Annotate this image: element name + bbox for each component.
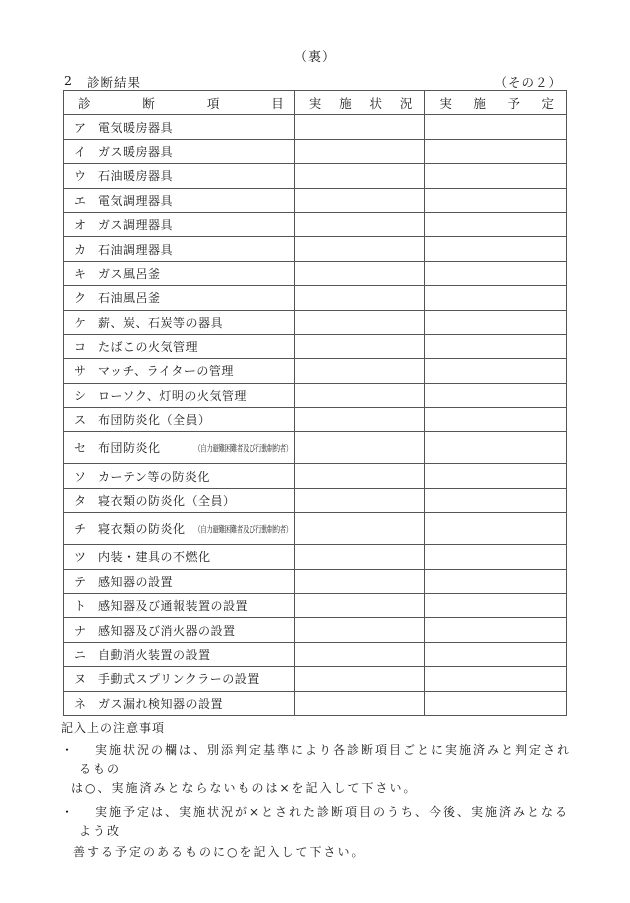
item-letter: テ	[74, 574, 87, 589]
item-letter: エ	[74, 193, 87, 208]
table-row	[64, 569, 567, 593]
item-label: 電気調理器具	[98, 193, 174, 208]
implementation-status-cell[interactable]	[294, 115, 425, 139]
item-label: ガス風呂釜	[98, 266, 161, 281]
implementation-plan-cell[interactable]	[425, 310, 567, 334]
implementation-status-cell[interactable]	[294, 642, 425, 666]
note-line: 善する予定のあるものに○を記入して下さい。	[73, 845, 366, 859]
item-letter: コ	[74, 340, 87, 355]
header-char: 実	[439, 95, 452, 111]
note-item	[61, 803, 581, 862]
item-label: 感知器の設置	[98, 574, 174, 589]
item-label: ガス漏れ検知器の設置	[98, 696, 224, 711]
implementation-plan-cell[interactable]	[425, 545, 567, 569]
item-label: 石油風呂釜	[98, 291, 161, 306]
note-line: は○、実施済みとならないものは×を記入して下さい。	[71, 781, 418, 795]
implementation-status-cell[interactable]	[294, 618, 425, 642]
bullet-icon: ・	[61, 743, 76, 757]
note-line: 実施予定は、実施状況が×とされた診断項目のうち、今後、実施済みとなるよう改	[79, 805, 570, 838]
implementation-plan-cell[interactable]	[425, 569, 567, 593]
header-char: 施	[473, 95, 486, 111]
item-label: ガス暖房器具	[98, 144, 174, 159]
diagnosis-item-cell	[64, 408, 295, 432]
item-label: 電気暖房器具	[98, 120, 174, 135]
item-letter: カ	[74, 242, 87, 257]
table-row	[64, 261, 567, 285]
item-label: 感知器及び消火器の設置	[98, 623, 236, 638]
implementation-plan-cell[interactable]	[425, 464, 567, 488]
item-label: たばこの火気管理	[98, 340, 199, 355]
diagnosis-item-cell	[64, 286, 295, 310]
implementation-status-cell[interactable]	[294, 383, 425, 407]
diagnosis-table-body	[64, 115, 567, 716]
table-row	[64, 359, 567, 383]
header-char: 定	[541, 95, 554, 111]
header-char: 況	[399, 95, 413, 111]
table-row	[64, 513, 567, 545]
item-label: 布団防炎化（全員）	[98, 413, 211, 428]
header-char: 実	[308, 95, 322, 111]
implementation-plan-cell[interactable]	[425, 115, 567, 139]
implementation-status-cell[interactable]	[294, 212, 425, 236]
implementation-plan-cell[interactable]	[425, 188, 567, 212]
diagnosis-item-cell	[64, 594, 295, 618]
diagnosis-item-cell	[64, 139, 295, 163]
implementation-plan-cell[interactable]	[425, 261, 567, 285]
item-letter: シ	[74, 388, 87, 403]
implementation-status-cell[interactable]	[294, 164, 425, 188]
table-row	[64, 115, 567, 139]
item-label: 石油暖房器具	[98, 169, 174, 184]
table-row	[64, 618, 567, 642]
item-letter: ケ	[74, 315, 87, 330]
table-row	[64, 286, 567, 310]
implementation-status-cell[interactable]	[294, 464, 425, 488]
table-row	[64, 464, 567, 488]
diagnosis-item-cell	[64, 464, 295, 488]
table-row	[64, 383, 567, 407]
table-row	[64, 545, 567, 569]
item-letter: キ	[74, 266, 87, 281]
implementation-status-cell[interactable]	[294, 286, 425, 310]
implementation-status-cell[interactable]	[294, 139, 425, 163]
diagnosis-item-cell	[64, 488, 295, 512]
item-label: 自動消火装置の設置	[98, 648, 211, 662]
table-row	[64, 212, 567, 236]
implementation-status-cell[interactable]	[294, 188, 425, 212]
diagnosis-item-cell	[64, 212, 295, 236]
diagnosis-item-cell	[64, 115, 295, 139]
section-number: 2	[64, 73, 72, 88]
implementation-plan-cell[interactable]	[425, 237, 567, 261]
item-letter: ウ	[74, 169, 87, 184]
diagnosis-item-cell	[64, 164, 295, 188]
implementation-plan-cell[interactable]	[425, 139, 567, 163]
header-diagnosis-item	[64, 91, 295, 115]
item-letter: オ	[74, 218, 87, 233]
header-char: 予	[507, 95, 520, 111]
item-letter: ツ	[74, 550, 87, 565]
diagnosis-item-cell	[64, 261, 295, 285]
item-letter: ト	[74, 599, 87, 614]
implementation-plan-cell[interactable]	[425, 408, 567, 432]
implementation-status-cell[interactable]	[294, 359, 425, 383]
implementation-status-cell[interactable]	[294, 334, 425, 358]
table-row	[64, 408, 567, 432]
item-label: カーテン等の防炎化	[98, 469, 210, 484]
item-label: 内装・建具の不燃化	[98, 550, 211, 565]
section-header	[63, 73, 566, 90]
diagnosis-item-cell	[64, 618, 295, 642]
bullet-icon: ・	[61, 805, 76, 819]
item-note: （自力避難困難者及び行動制約者）	[193, 525, 292, 536]
table-row	[64, 188, 567, 212]
implementation-plan-cell[interactable]	[425, 212, 567, 236]
implementation-status-cell[interactable]	[294, 667, 425, 691]
item-label: ガス調理器具	[98, 218, 174, 233]
implementation-plan-cell[interactable]	[425, 488, 567, 512]
header-implementation-plan	[425, 91, 567, 115]
item-label: 薪、炭、石炭等の器具	[98, 315, 224, 330]
section-part-label: （その２）	[494, 75, 562, 90]
item-label: 布団防炎化	[98, 441, 161, 456]
diagnosis-item-cell	[64, 642, 295, 666]
implementation-status-cell[interactable]	[294, 488, 425, 512]
implementation-status-cell[interactable]	[294, 408, 425, 432]
table-row	[64, 139, 567, 163]
header-char: 断	[142, 95, 155, 111]
item-label: 感知器及び通報装置の設置	[98, 599, 249, 614]
table-row	[64, 237, 567, 261]
header-char: 状	[369, 95, 383, 111]
diagnosis-item-cell	[64, 237, 295, 261]
item-letter: チ	[74, 522, 87, 537]
table-row	[64, 488, 567, 512]
header-char: 施	[339, 95, 352, 111]
item-letter: ニ	[74, 648, 87, 662]
item-letter: ヌ	[74, 672, 87, 687]
diagnosis-item-cell	[64, 383, 295, 407]
item-letter: セ	[74, 441, 87, 456]
table-row	[64, 667, 567, 691]
diagnosis-item-cell	[64, 432, 295, 464]
diagnosis-item-cell	[64, 691, 295, 715]
item-label: 寝衣類の防炎化	[98, 522, 186, 537]
item-label: ローソク、灯明の火気管理	[98, 388, 247, 403]
diagnosis-item-cell	[64, 569, 295, 593]
diagnosis-item-cell	[64, 545, 295, 569]
notes-section	[61, 719, 581, 867]
implementation-status-cell[interactable]	[294, 545, 425, 569]
table-row	[64, 691, 567, 715]
implementation-plan-cell[interactable]	[425, 618, 567, 642]
implementation-plan-cell[interactable]	[425, 667, 567, 691]
item-note: （自力避難困難者及び行動制約者）	[193, 444, 292, 455]
header-char: 診	[78, 95, 91, 111]
item-label: 石油調理器具	[98, 242, 174, 257]
item-letter: ス	[74, 413, 87, 428]
implementation-status-cell[interactable]	[294, 237, 425, 261]
implementation-plan-cell[interactable]	[425, 691, 567, 715]
item-label: 寝衣類の防炎化（全員）	[98, 494, 236, 509]
item-letter: ネ	[74, 696, 87, 711]
table-row	[64, 594, 567, 618]
implementation-plan-cell[interactable]	[425, 164, 567, 188]
header-char: 目	[271, 95, 284, 111]
implementation-status-cell[interactable]	[294, 691, 425, 715]
implementation-plan-cell[interactable]	[425, 359, 567, 383]
item-letter: ア	[74, 120, 87, 135]
item-letter: ナ	[74, 623, 87, 638]
implementation-plan-cell[interactable]	[425, 642, 567, 666]
header-implementation-status	[294, 91, 425, 115]
implementation-status-cell[interactable]	[294, 261, 425, 285]
implementation-plan-cell[interactable]	[425, 334, 567, 358]
implementation-status-cell[interactable]	[294, 432, 425, 464]
diagnosis-item-cell	[64, 334, 295, 358]
diagnosis-item-cell	[64, 310, 295, 334]
implementation-status-cell[interactable]	[294, 594, 425, 618]
table-header-row	[64, 91, 567, 115]
page-title: （裏）	[293, 50, 336, 65]
implementation-plan-cell[interactable]	[425, 286, 567, 310]
implementation-status-cell[interactable]	[294, 569, 425, 593]
diagnosis-table	[63, 90, 567, 716]
table-row	[64, 432, 567, 464]
table-row	[64, 310, 567, 334]
section-title: 診断結果	[87, 75, 142, 90]
item-letter: ク	[74, 291, 87, 306]
item-label: 手動式スプリンクラーの設置	[98, 672, 260, 687]
implementation-plan-cell[interactable]	[425, 432, 567, 464]
implementation-plan-cell[interactable]	[425, 513, 567, 545]
diagnosis-item-cell	[64, 667, 295, 691]
item-letter: サ	[74, 364, 87, 379]
item-letter: イ	[74, 144, 87, 159]
table-row	[64, 642, 567, 666]
notes-title: 記入上の注意事項	[61, 721, 166, 735]
implementation-status-cell[interactable]	[294, 513, 425, 545]
implementation-plan-cell[interactable]	[425, 594, 567, 618]
note-item	[61, 741, 581, 798]
header-char: 項	[206, 95, 220, 111]
note-line: 実施状況の欄は、別添判定基準により各診断項目ごとに実施済みと判定されるもの	[79, 743, 572, 776]
diagnosis-item-cell	[64, 359, 295, 383]
table-row	[64, 164, 567, 188]
diagnosis-item-cell	[64, 513, 295, 545]
implementation-plan-cell[interactable]	[425, 383, 567, 407]
item-letter: タ	[74, 494, 87, 509]
table-row	[64, 334, 567, 358]
item-label: マッチ、ライターの管理	[98, 364, 234, 379]
item-letter: ソ	[74, 469, 87, 484]
implementation-status-cell[interactable]	[294, 310, 425, 334]
diagnosis-item-cell	[64, 188, 295, 212]
